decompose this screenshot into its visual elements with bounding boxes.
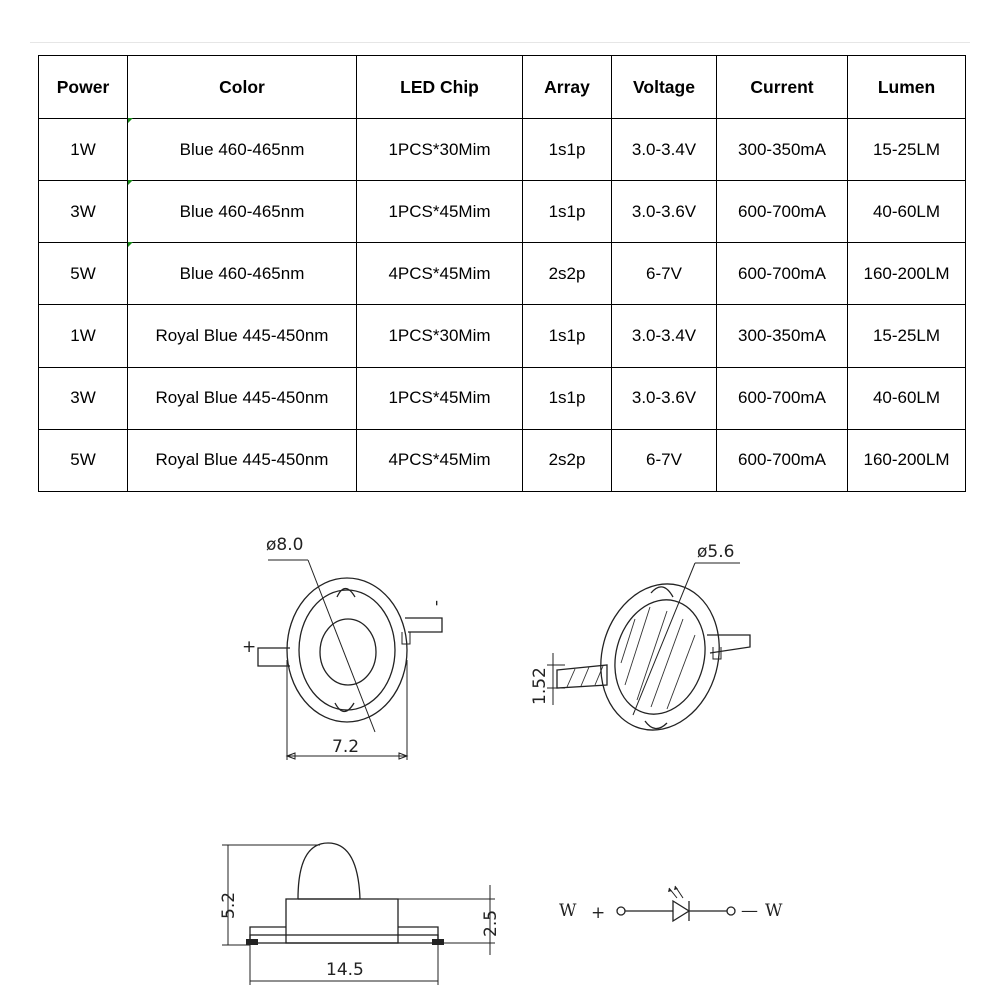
diameter-leader	[633, 563, 695, 715]
lens-dome	[298, 843, 360, 899]
led-body	[286, 899, 398, 943]
cell-power: 5W	[39, 243, 128, 305]
schematic-plus-sign: +	[591, 903, 606, 923]
cell-marker	[128, 180, 133, 185]
body-height-label: 2.5	[481, 909, 501, 937]
header-lumen: Lumen	[848, 56, 966, 119]
cell-lumen: 160-200LM	[848, 243, 966, 305]
cell-lumen: 40-60LM	[848, 181, 966, 243]
table-row	[39, 367, 966, 429]
cell-marker	[128, 118, 133, 123]
led-schematic-symbol	[555, 880, 795, 940]
cell-color: Royal Blue 445-450nm	[128, 367, 357, 429]
inner-ring	[299, 590, 395, 710]
total-height-label: 5.2	[219, 891, 239, 919]
cell-voltage: 3.0-3.6V	[612, 181, 717, 243]
width-label: 7.2	[332, 737, 360, 757]
minus-label: -	[427, 600, 447, 607]
cell-color: Blue 460-465nm	[128, 243, 357, 305]
cell-current: 300-350mA	[717, 305, 848, 367]
right-lead	[405, 618, 442, 632]
cell-current: 600-700mA	[717, 429, 848, 491]
sheet-gridline	[30, 42, 970, 43]
spec-table	[38, 55, 966, 492]
header-color: Color	[128, 56, 357, 119]
cell-lumen: 15-25LM	[848, 305, 966, 367]
cell-array: 2s2p	[523, 429, 612, 491]
cell-lumen: 40-60LM	[848, 367, 966, 429]
cell-power: 3W	[39, 367, 128, 429]
header-current: Current	[717, 56, 848, 119]
plus-label: +	[242, 637, 257, 657]
schematic-right-label: W	[765, 901, 783, 921]
led-top-view-drawing	[230, 520, 470, 770]
cell-array: 2s2p	[523, 243, 612, 305]
cell-color: Royal Blue 445-450nm	[128, 429, 357, 491]
cell-power: 1W	[39, 305, 128, 367]
cell-voltage: 3.0-3.6V	[612, 367, 717, 429]
table-row	[39, 429, 966, 491]
cell-led-chip: 4PCS*45Mim	[357, 429, 523, 491]
length-label: 14.5	[326, 960, 364, 980]
cell-led-chip: 4PCS*45Mim	[357, 243, 523, 305]
schematic-minus-sign: —	[741, 901, 758, 921]
cell-color: Royal Blue 445-450nm	[128, 305, 357, 367]
table-row	[39, 181, 966, 243]
table-header-row	[39, 56, 966, 119]
diameter-label: ø5.6	[697, 542, 735, 562]
diameter-label: ø8.0	[266, 535, 304, 555]
schematic-left-label: W	[559, 901, 577, 921]
cell-led-chip: 1PCS*30Mim	[357, 119, 523, 181]
lens-circle	[320, 619, 376, 685]
cell-lumen: 15-25LM	[848, 119, 966, 181]
cell-color: Blue 460-465nm	[128, 119, 357, 181]
table-row	[39, 243, 966, 305]
cell-array: 1s1p	[523, 305, 612, 367]
cell-power: 5W	[39, 429, 128, 491]
cell-voltage: 3.0-3.4V	[612, 119, 717, 181]
led-angled-view-drawing	[525, 535, 785, 750]
cell-voltage: 3.0-3.4V	[612, 305, 717, 367]
diode-triangle	[673, 901, 689, 921]
cell-voltage: 6-7V	[612, 243, 717, 305]
diameter-leader	[308, 560, 375, 732]
header-array: Array	[523, 56, 612, 119]
cell-current: 600-700mA	[717, 181, 848, 243]
header-power: Power	[39, 56, 128, 119]
lens-hatching	[621, 607, 695, 709]
table-row	[39, 305, 966, 367]
cell-led-chip: 1PCS*45Mim	[357, 367, 523, 429]
cell-marker	[128, 242, 133, 247]
left-lead	[258, 648, 290, 666]
cell-power: 3W	[39, 181, 128, 243]
cell-array: 1s1p	[523, 181, 612, 243]
led-side-view-drawing	[210, 835, 510, 995]
cell-current: 600-700mA	[717, 367, 848, 429]
table-row	[39, 119, 966, 181]
cell-led-chip: 1PCS*30Mim	[357, 305, 523, 367]
outer-ring	[287, 578, 407, 722]
cell-voltage: 6-7V	[612, 429, 717, 491]
cell-array: 1s1p	[523, 119, 612, 181]
cell-current: 300-350mA	[717, 119, 848, 181]
cell-lumen: 160-200LM	[848, 429, 966, 491]
header-voltage: Voltage	[612, 56, 717, 119]
cell-current: 600-700mA	[717, 243, 848, 305]
cell-color: Blue 460-465nm	[128, 181, 357, 243]
cell-power: 1W	[39, 119, 128, 181]
cell-array: 1s1p	[523, 367, 612, 429]
height-label: 1.52	[530, 667, 550, 705]
header-led-chip: LED Chip	[357, 56, 523, 119]
cell-led-chip: 1PCS*45Mim	[357, 181, 523, 243]
